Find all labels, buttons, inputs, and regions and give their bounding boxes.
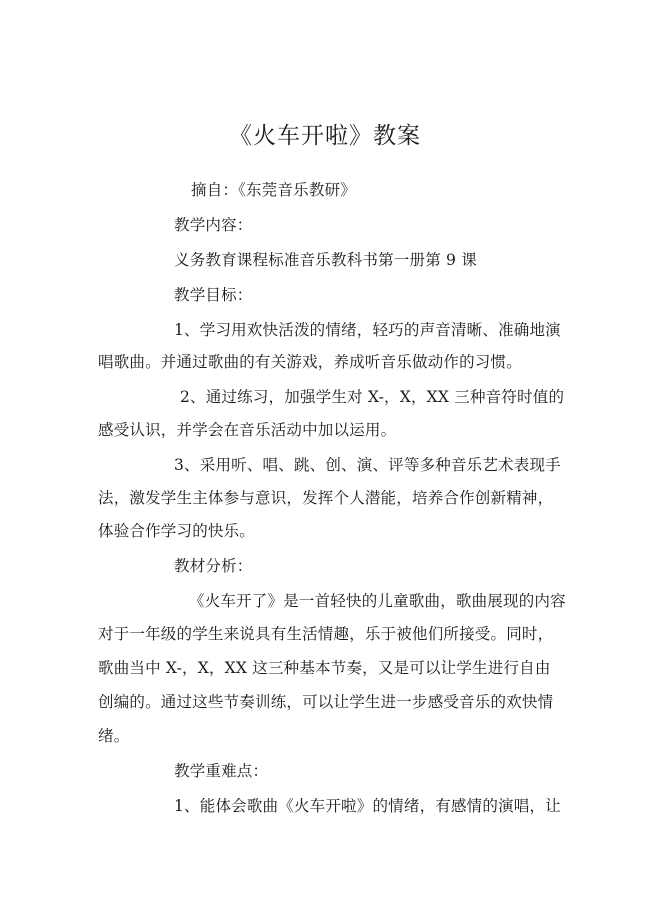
goal1-line2: 唱歌曲。并通过歌曲的有关游戏，养成听音乐做动作的习惯。 bbox=[98, 353, 522, 371]
analysis-heading: 教材分析： bbox=[174, 557, 253, 575]
analysis-line4: 创编的。通过这些节奏训练，可以让学生进一步感受音乐的欢快情 bbox=[98, 693, 554, 711]
goal2-line2: 感受认识，并学会在音乐活动中加以运用。 bbox=[98, 421, 397, 439]
goal2-line1: 2、通过练习，加强学生对 X-，X，XX 三种音符时值的 bbox=[180, 388, 565, 406]
goal3-line3: 体验合作学习的快乐。 bbox=[98, 522, 256, 540]
document-title: 《火车开啦》教案 bbox=[229, 123, 421, 149]
goal3-line1: 3、采用听、唱、跳、创、演、评等多种音乐艺术表现手 bbox=[174, 456, 561, 474]
key-points-heading: 教学重难点： bbox=[174, 762, 269, 780]
goals-heading: 教学目标： bbox=[174, 286, 253, 304]
goal1-line1: 1、学习用欢快活泼的情绪，轻巧的声音清晰、准确地演 bbox=[174, 321, 561, 339]
key-point1-line1: 1、能体会歌曲《火车开啦》的情绪，有感情的演唱，让 bbox=[174, 797, 561, 815]
analysis-line1: 《火车开了》是一首轻快的儿童歌曲，歌曲展现的内容 bbox=[189, 592, 566, 610]
content-heading: 教学内容： bbox=[174, 216, 253, 234]
content-text: 义务教育课程标准音乐教科书第一册第 9 课 bbox=[174, 251, 477, 269]
goal3-line2: 法，激发学生主体参与意识，发挥个人潜能，培养合作创新精神， bbox=[98, 489, 554, 507]
source-line: 摘自：《东莞音乐教研》 bbox=[191, 181, 356, 199]
analysis-line3: 歌曲当中 X-，X，XX 这三种基本节奏，又是可以让学生进行自由 bbox=[98, 659, 551, 677]
analysis-line5: 绪。 bbox=[98, 727, 130, 745]
analysis-line2: 对于一年级的学生来说具有生活情趣，乐于被他们所接受。同时， bbox=[98, 625, 554, 643]
